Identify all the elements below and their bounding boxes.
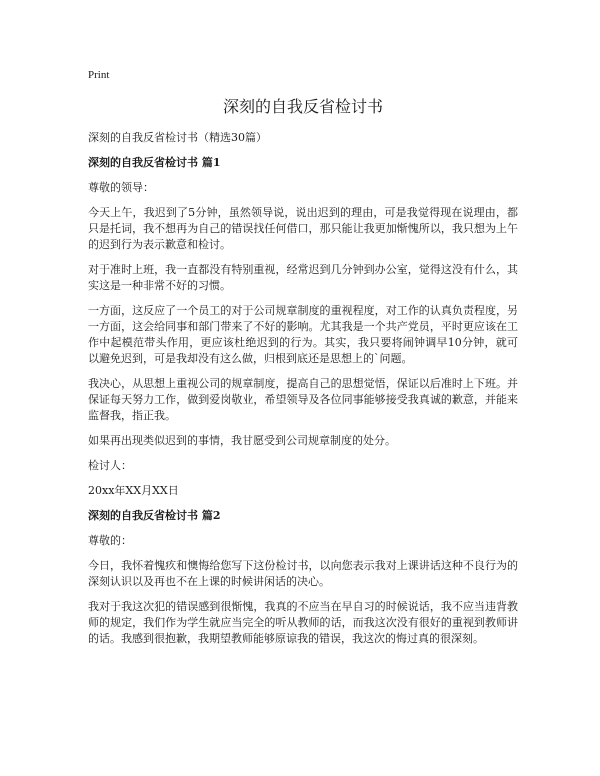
signature-label: 检讨人： <box>88 459 132 472</box>
section-1 <box>88 155 518 499</box>
paragraph: 如果再出现类似迟到的事情，我甘愿受到公司规章制度的处分。 <box>88 434 396 447</box>
document-subtitle: 深刻的自我反省检讨书（精选30篇） <box>88 131 267 144</box>
paragraph: 我决心，从思想上重视公司的规章制度，提高自己的思想觉悟，保证以后准时上下班。并保证每天努力工作，做到爱岗敬业，希望领导及各位同事能够接受我真诚的歉意，并能来监督我，指正我。 <box>88 377 518 422</box>
salutation: 尊敬的领导： <box>88 181 154 194</box>
document-page <box>88 68 518 656</box>
section-title: 深刻的自我反省检讨书 篇1 <box>88 156 221 169</box>
paragraph: 今日，我怀着愧疚和懊悔给您写下这份检讨书，以向您表示我对上课讲话这种不良行为的深刻认识以及再也不在上课的时候讲闲话的决心。 <box>88 559 518 588</box>
paragraph: 今天上午，我迟到了5分钟，虽然领导说，说出迟到的理由，可是我觉得现在说理由，都只是托词，我不想再为自己的错误找任何借口，那只能让我更加惭愧所以，我只想为上午的迟到行为表示歉意和检讨。 <box>88 206 518 251</box>
print-label: Print <box>88 69 110 81</box>
paragraph: 我对于我这次犯的错误感到很惭愧，我真的不应当在早自习的时候说话，我不应当违背教师的规定，我们作为学生就应当完全的听从教师的话，而我这次没有很好的重视到教师讲的话。我感到很抱歉，我期望教师能够原谅我的错误，我这次的悔过真的很深刻。 <box>88 600 518 645</box>
section-2 <box>88 508 518 647</box>
paragraph: 对于准时上班，我一直都没有特别重视，经常迟到几分钟到办公室，觉得这没有什么，其实这是一种非常不好的习惯。 <box>88 263 518 292</box>
section-title: 深刻的自我反省检讨书 篇2 <box>88 509 221 522</box>
date-line: 20xx年XX月XX日 <box>88 484 179 497</box>
document-title: 深刻的自我反省检讨书 <box>222 97 383 116</box>
paragraph: 一方面，这反应了一个员工的对于公司规章制度的重视程度，对工作的认真负责程度，另一方面，这会给同事和部门带来了不好的影响。尤其我是一个共产党员，平时更应该在工作中起模范带头作用，更应该杜绝迟到的行为。其实，我只要将闹钟调早10分钟，就可以避免迟到，可是我却没有这么做，归根到底还是思想上的`问题。 <box>88 304 518 365</box>
salutation: 尊敬的： <box>88 534 132 547</box>
